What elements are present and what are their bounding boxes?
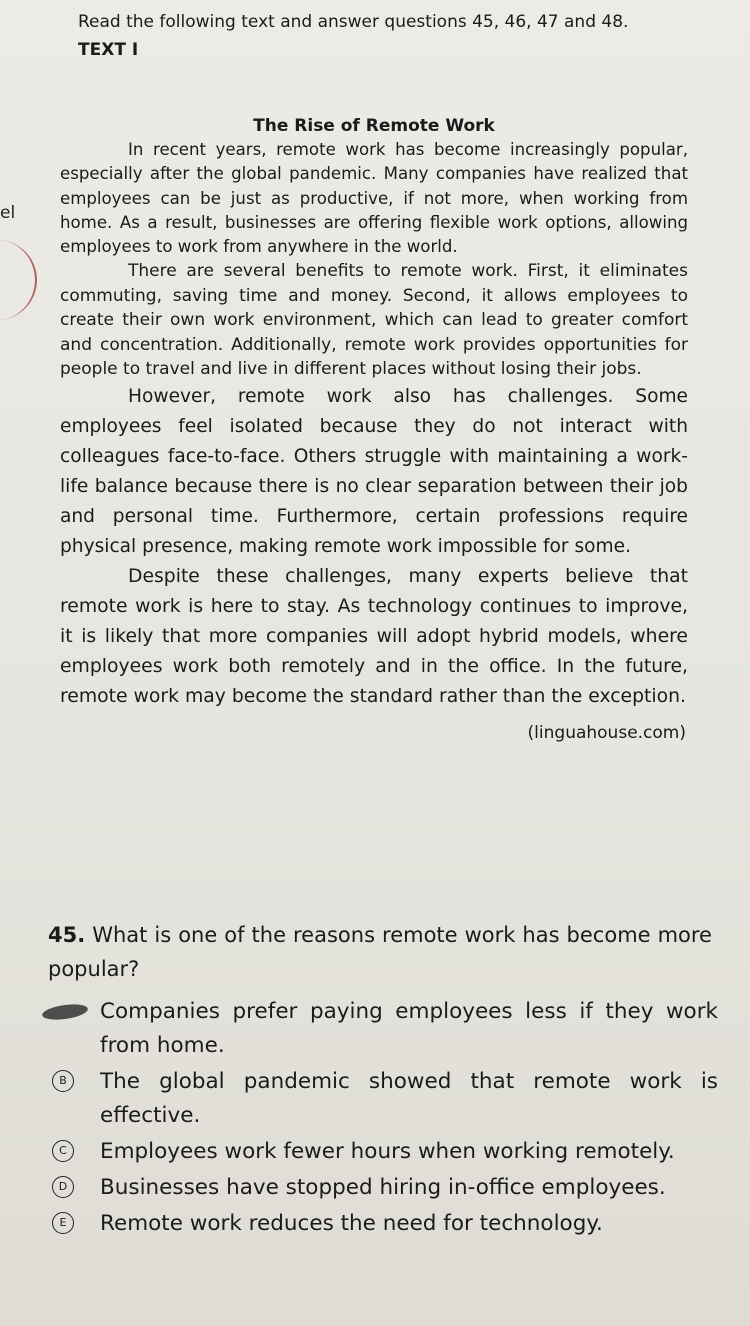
option-e[interactable] [52,1207,718,1241]
article-paragraph-3: However, remote work also has challenges. Some employees feel isolated because they do not interact with colleagues face-to-face. Others struggle with maintaining a work-life balance because there is no clear separation between their job and personal time. Furthermore, certain professions require physical presence, making remote work impossible for some. [60,385,688,557]
text-label: TEXT I [78,40,139,60]
article-title: The Rise of Remote Work [253,116,495,136]
option-e-letter: E [52,1212,74,1234]
margin-fragment: el [0,203,16,223]
header-block [78,10,686,62]
option-d[interactable] [52,1171,718,1205]
instructions-text: Read the following text and answer questions 45, 46, 47 and 48. [78,12,629,32]
option-c-text: Employees work fewer hours when working remotely. [100,1139,675,1164]
option-b-letter: B [52,1070,74,1092]
question-text: What is one of the reasons remote work has become more popular? [48,923,712,981]
answer-options [52,995,718,1241]
option-c-letter: C [52,1140,74,1162]
article-paragraph-4: Despite these challenges, many experts believe that remote work is here to stay. As technology continues to improve, it is likely that more companies will adopt hybrid models, where employees work both remotely and in the office. In the future, remote work may become the standard rather than the exception. [60,565,688,707]
question-number: 45. [48,923,86,947]
option-a-text: Companies prefer paying employees less if they work from home. [100,999,718,1058]
article-source: (linguahouse.com) [527,722,686,743]
option-d-text: Businesses have stopped hiring in-office employees. [100,1175,666,1200]
option-c[interactable] [52,1135,718,1169]
option-b-text: The global pandemic showed that remote work is effective. [100,1069,718,1128]
article-paragraph-1: In recent years, remote work has become increasingly popular, especially after the global pandemic. Many companies have realized that employees can be just as productive, if not more, when working from home. As a result, businesses are offering flexible work options, allowing employees to work from anywhere in the world. [60,140,688,257]
option-e-text: Remote work reduces the need for technology. [100,1211,603,1236]
option-d-letter: D [52,1176,74,1198]
question-45 [48,918,712,986]
option-b[interactable] [52,1065,718,1133]
option-a[interactable] [52,995,718,1063]
article-paragraph-2: There are several benefits to remote work. First, it eliminates commuting, saving time and money. Second, it allows employees to create their own work environment, which can lead to greater comfort and concentration. Additionally, remote work provides opportunities for people to travel and live in different places without losing their jobs. [60,261,688,380]
article [60,108,688,746]
